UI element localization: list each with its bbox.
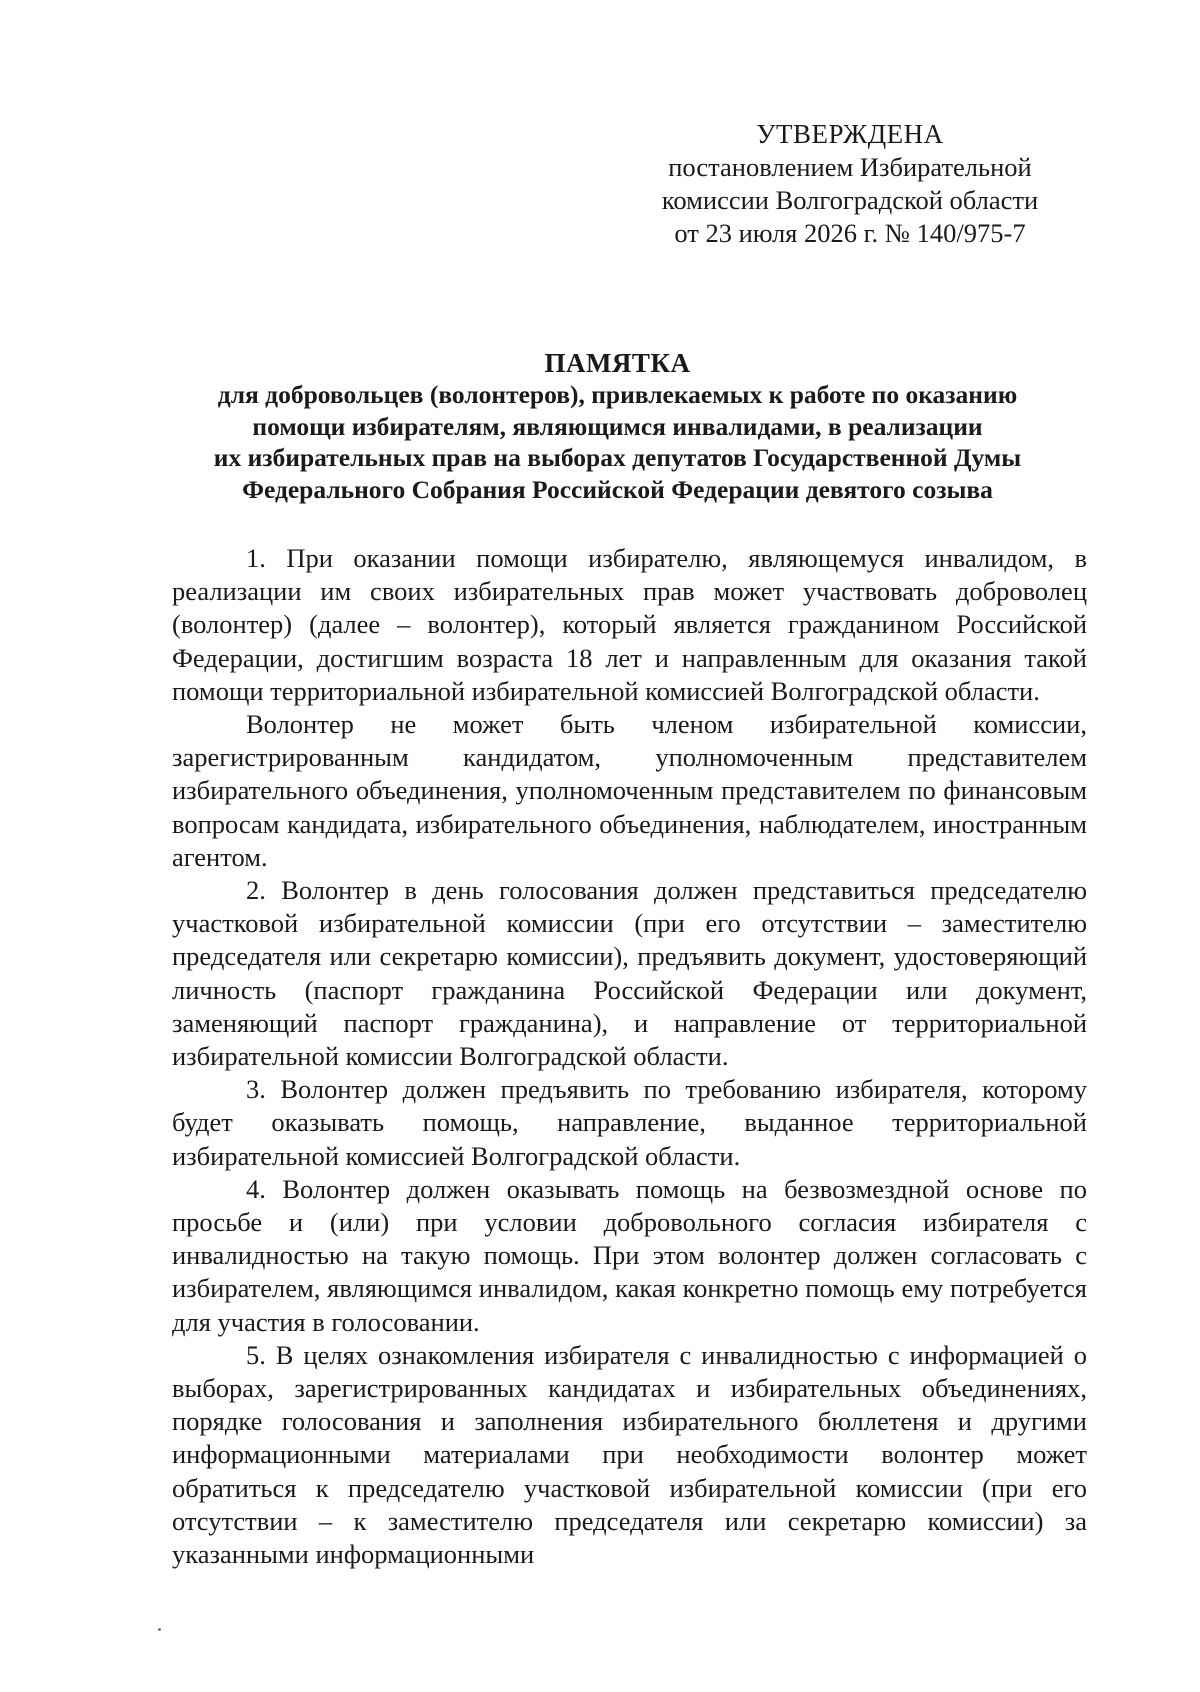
approval-line: постановлением Избирательной bbox=[668, 152, 1032, 182]
approval-heading: УТВЕРЖДЕНА bbox=[756, 119, 944, 149]
document-subtitle bbox=[160, 379, 1075, 505]
subtitle-line: помощи избирателям, являющимся инвалидами, в реализации bbox=[252, 411, 983, 441]
paragraph-1-continued: Волонтер не может быть членом избирательной комиссии, зарегистрированным кандидатом, уполномоченным представителем избирательного объединения, уполномоченным представителем по финансовым вопросам кандидата, избирательного объединения, наблюдателем, иностранным агентом. bbox=[172, 709, 1087, 872]
approval-line: комиссии Волгоградской области bbox=[661, 185, 1039, 215]
scan-speck bbox=[158, 1628, 161, 1631]
paragraph-5: 5. В целях ознакомления избирателя с инвалидностью с информацией о выборах, зарегистрированных кандидатах и избирательных объединениях, порядке голосования и заполнения избирательного бюллетеня и другими информационными материалами при необходимости волонтер может обратиться к председателю участковой избирательной комиссии (при его отсутствии – к заместителю председателя или секретарю комиссии) за указанными информационными bbox=[172, 1339, 1087, 1570]
paragraph-2: 2. Волонтер в день голосования должен представиться председателю участковой избирательной комиссии (при его отсутствии – заместителю председателя или секретарю комиссии), предъявить документ, удостоверяющий личность (паспорт гражданина Российской Федерации или документ, заменяющий паспорт гражданина), и направление от территориальной избирательной комиссии Волгоградской области. bbox=[172, 875, 1087, 1072]
document-title-block bbox=[160, 347, 1075, 505]
approval-stamp-block bbox=[640, 118, 1060, 250]
paragraph-4: 4. Волонтер должен оказывать помощь на безвозмездной основе по просьбе и (или) при условии добровольного согласия избирателя с инвалидностью на такую помощь. При этом волонтер должен согласовать с избирателем, являющимся инвалидом, какая конкретно помощь ему потребуется для участия в голосовании. bbox=[172, 1173, 1087, 1337]
approval-line: от 23 июля 2026 г. № 140/975-7 bbox=[674, 218, 1026, 248]
subtitle-line: для добровольцев (волонтеров), привлекаемых к работе по оказанию bbox=[217, 380, 1018, 409]
subtitle-line: их избирательных прав на выборах депутатов Государственной Думы bbox=[213, 443, 1022, 472]
subtitle-line: Федерального Собрания Российской Федерации девятого созыва bbox=[242, 474, 993, 504]
document-body bbox=[172, 542, 1087, 1571]
paragraph-1: 1. При оказании помощи избирателю, являющемуся инвалидом, в реализации им своих избирательных прав может участвовать доброволец (волонтер) (далее – волонтер), который является гражданином Российской Федерации, достигшим возраста 18 лет и направленным для оказания такой помощи территориальной избирательной комиссией Волгоградской области. bbox=[172, 543, 1087, 706]
paragraph-3: 3. Волонтер должен предъявить по требованию избирателя, которому будет оказывать помощь, направление, выданное территориальной избирательной комиссией Волгоградской области. bbox=[172, 1074, 1087, 1171]
document-title: ПАМЯТКА bbox=[544, 348, 691, 378]
